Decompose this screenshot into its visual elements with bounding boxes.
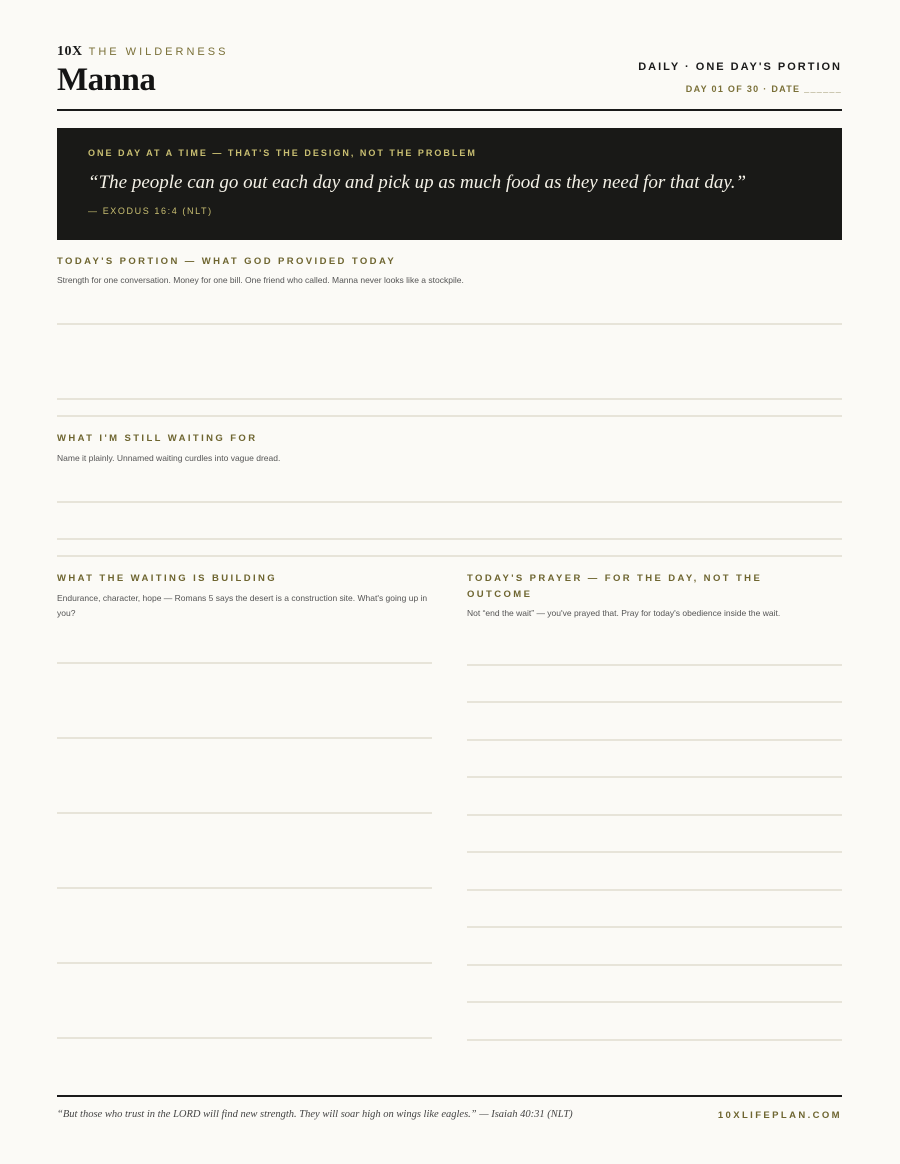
section-divider (57, 415, 842, 417)
day-date-field[interactable]: DAY 01 OF 30 · DATE ______ (685, 84, 842, 94)
brand-mark: 10X (57, 44, 83, 59)
building-writing-line[interactable] (57, 1037, 432, 1039)
prayer-writing-line[interactable] (467, 851, 842, 853)
prayer-writing-line[interactable] (467, 814, 842, 816)
prayer-writing-line[interactable] (467, 776, 842, 778)
section-divider (57, 555, 842, 557)
cadence-label: DAILY · ONE DAY'S PORTION (638, 61, 842, 73)
building-writing-line[interactable] (57, 962, 432, 964)
portion-writing-line[interactable] (57, 323, 842, 325)
waiting-writing-line[interactable] (57, 501, 842, 503)
prayer-writing-line[interactable] (467, 1001, 842, 1003)
portion-writing-line[interactable] (57, 398, 842, 400)
building-writing-line[interactable] (57, 737, 432, 739)
scripture-banner (57, 128, 842, 240)
prayer-writing-line[interactable] (467, 889, 842, 891)
portion-title: TODAY'S PORTION — WHAT GOD PROVIDED TODAY (57, 256, 397, 267)
prayer-writing-line[interactable] (467, 739, 842, 741)
prayer-title: TODAY'S PRAYER — FOR THE DAY, NOT THE OUTCOME (467, 573, 763, 600)
page-title: Manna (57, 62, 156, 98)
prayer-writing-line[interactable] (467, 926, 842, 928)
header-rule (57, 109, 842, 111)
building-writing-line[interactable] (57, 887, 432, 889)
footer-site-link[interactable]: 10XLIFEPLAN.COM (717, 1110, 842, 1121)
footer-rule (57, 1095, 842, 1097)
prayer-writing-line[interactable] (467, 664, 842, 666)
prayer-writing-line[interactable] (467, 1039, 842, 1041)
building-writing-line[interactable] (57, 812, 432, 814)
prayer-writing-line[interactable] (467, 701, 842, 703)
banner-citation: — EXODUS 16:4 (NLT) (88, 206, 213, 216)
waiting-writing-line[interactable] (57, 538, 842, 540)
prayer-hint: Not “end the wait” — you've prayed that. Pray for today's obedience inside the wait. (467, 608, 781, 618)
waiting-title: WHAT I'M STILL WAITING FOR (57, 433, 258, 444)
prayer-writing-line[interactable] (467, 964, 842, 966)
building-writing-line[interactable] (57, 662, 432, 664)
banner-quote: “The people can go out each day and pick up as much food as they need for that day.” (88, 172, 747, 193)
portion-hint: Strength for one conversation. Money for one bill. One friend who called. Manna never looks like a stockpile. (57, 275, 464, 285)
brand (57, 44, 228, 60)
banner-kicker: ONE DAY AT A TIME — THAT'S THE DESIGN, NOT THE PROBLEM (88, 148, 477, 158)
footer-quote: “But those who trust in the LORD will find new strength. They will soar high on wings like eagles.” — Isaiah 40:31 (NLT) (57, 1109, 573, 1120)
brand-series: THE WILDERNESS (88, 46, 229, 58)
building-title: WHAT THE WAITING IS BUILDING (57, 573, 278, 584)
journal-page (57, 0, 842, 1164)
waiting-hint: Name it plainly. Unnamed waiting curdles into vague dread. (57, 453, 281, 463)
building-hint: Endurance, character, hope — Romans 5 says the desert is a construction site. What's going up in you? (57, 593, 428, 618)
